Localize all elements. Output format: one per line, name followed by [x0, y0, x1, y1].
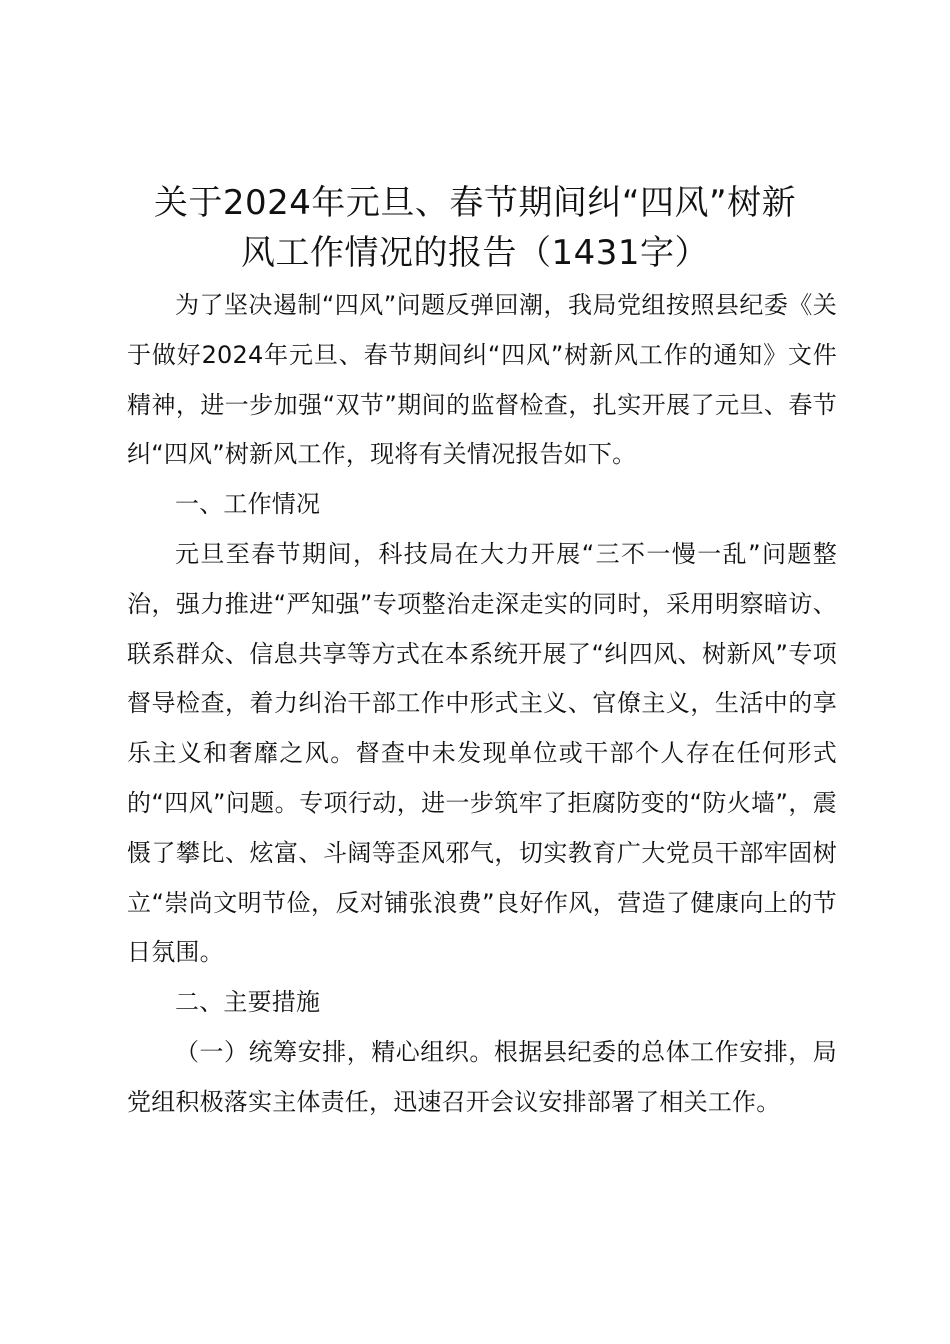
- measure-paragraph-1: （一）统筹安排，精心组织。根据县纪委的总体工作安排，局党组积极落实主体责任，迅速召开会议安排部署了相关工作。: [127, 1037, 837, 1116]
- section-heading-work-status: 一、工作情况: [175, 490, 321, 519]
- section-heading-main-measures: 二、主要措施: [175, 988, 321, 1017]
- document-title: [110, 178, 840, 278]
- work-status-paragraph: 元旦至春节期间，科技局在大力开展“三不一慢一乱”问题整治，强力推进“严知强”专项整治走深走实的同时，采用明察暗访、联系群众、信息共享等方式在本系统开展了“纠四风、树新风”专项督导检查，着力纠治干部工作中形式主义、官僚主义，生活中的享乐主义和奢靡之风。督查中未发现单位或干部个人存在任何形式的“四风”问题。专项行动，进一步筑牢了拒腐防变的“防火墙”，震慑了攀比、炫富、斗阔等歪风邪气，切实教育广大党员干部牢固树立“崇尚文明节俭，反对铺张浪费”良好作风，营造了健康向上的节日氛围。: [127, 539, 837, 967]
- intro-paragraph: 为了坚决遏制“四风”问题反弹回潮，我局党组按照县纪委《关于做好2024年元旦、春节期间纠“四风”树新风工作的通知》文件精神，进一步加强“双节”期间的监督检查，扎实开展了元旦、春节纠“四风”树新风工作，现将有关情况报告如下。: [127, 291, 837, 469]
- title-line-1: 关于2024年元旦、春节期间纠“四风”树新: [153, 183, 797, 223]
- title-line-2: 风工作情况的报告（1431字）: [240, 233, 710, 273]
- document-body: [127, 281, 837, 1128]
